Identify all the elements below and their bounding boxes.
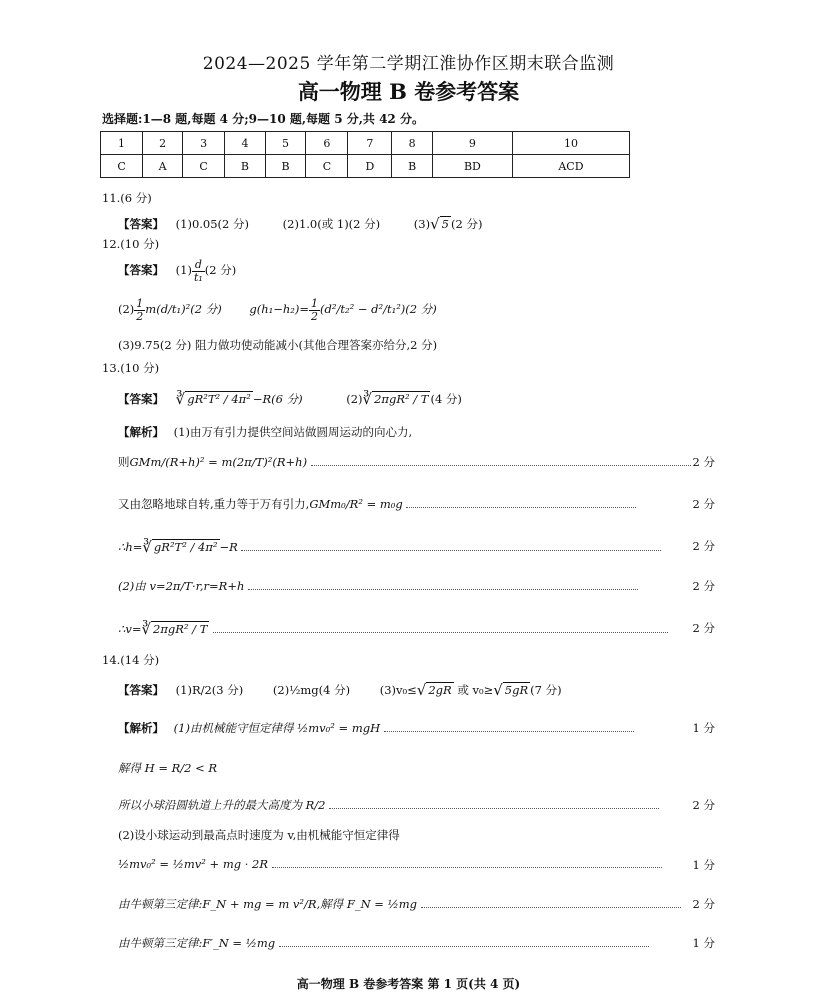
- step-text: 所以小球沿圆轨道上升的最大高度为 R/2: [118, 798, 326, 812]
- q14-a3-radicand-2: 5gR: [504, 683, 529, 697]
- denominator: 2: [136, 309, 144, 323]
- table-cell: B: [392, 155, 433, 178]
- q14-answer: 【答案】 (1)R/2(3 分) (2)½mg(4 分) (3)v₀≤√ 2gR 或 v₀≥√ 5gR (7 分): [118, 681, 562, 699]
- q13-points-5: 2 分: [692, 621, 715, 635]
- choice-intro: 选择题:1—8 题,每题 4 分;9—10 题,每题 5 分,共 42 分。: [102, 112, 424, 126]
- q14-step7: [118, 935, 649, 951]
- q11-a1: (1)0.05(2 分): [175, 217, 249, 231]
- answer-tag: 【答案】: [118, 217, 164, 231]
- q11-a3-suffix: (2 分): [450, 217, 483, 231]
- q14-step5: [118, 857, 662, 871]
- q13-a2-suffix: (4 分): [430, 392, 462, 406]
- numerator: d: [194, 258, 202, 271]
- q13-points-2: 2 分: [692, 497, 715, 511]
- q13-a2-prefix: (2): [346, 392, 363, 406]
- q13-step6: ∴v=∛ 2πgR² / T: [118, 620, 668, 638]
- page-footer: 高一物理 B 卷参考答案 第 1 页(共 4 页): [296, 977, 521, 991]
- q14-a3-mid: 或 v₀≥: [453, 683, 494, 697]
- q12-a3: (3)9.75(2 分) 阻力做功使动能减小(其他合理答案亦给分,2 分): [118, 338, 438, 352]
- q14-points-4: 2 分: [692, 897, 715, 911]
- q12-a2-eq-rhs: (d²/t₂² − d²/t₁²)(2 分): [320, 302, 437, 317]
- table-cell: 7: [348, 132, 392, 155]
- q13-step5: [118, 578, 638, 594]
- table-cell: 4: [225, 132, 266, 155]
- q11-a3-radicand: 5: [441, 217, 449, 231]
- answer-tag: 【答案】: [118, 392, 164, 406]
- table-cell: C: [306, 155, 348, 178]
- q13-step2: [118, 454, 691, 470]
- q14-heading: 14.(14 分): [102, 653, 160, 667]
- table-cell: 9: [432, 132, 512, 155]
- q12-a1-suffix: (2 分): [204, 263, 237, 278]
- numerator: 1: [136, 297, 144, 310]
- q11-answer: 【答案】 (1)0.05(2 分) (2)1.0(或 1)(2 分) (3)√ 5 (2 分): [118, 215, 483, 233]
- table-cell: 5: [265, 132, 306, 155]
- q13-a2-radicand: 2πgR² / T: [374, 392, 429, 406]
- table-cell: 2: [143, 132, 183, 155]
- step-formula: ½mv₀² = ½mv² + mg · 2R: [118, 857, 269, 871]
- table-cell: 3: [183, 132, 225, 155]
- table-cell: C: [101, 155, 143, 178]
- q14-a3-radicand-1: 2gR: [428, 683, 452, 697]
- q13-heading: 13.(10 分): [102, 361, 160, 375]
- table-cell: 1: [101, 132, 143, 155]
- q14-points-1: 1 分: [692, 721, 715, 735]
- step-prefix: ∴v=: [118, 622, 142, 636]
- analysis-tag: 【解析】: [118, 425, 164, 439]
- q14-step4: (2)设小球运动到最高点时速度为 v,由机械能守恒定律得: [118, 828, 400, 842]
- table-cell: B: [225, 155, 266, 178]
- table-cell: 10: [512, 132, 629, 155]
- q14-step1: (1)由机械能守恒定律得 ½mv₀² = mgH: [173, 721, 381, 735]
- table-cell: D: [348, 155, 392, 178]
- step-suffix: −R: [219, 540, 238, 554]
- q13-points-1: 2 分: [692, 455, 715, 469]
- q11-a2: (2)1.0(或 1)(2 分): [282, 217, 381, 231]
- q12-a2-expr: m(d/t₁)²(2 分): [145, 302, 222, 317]
- q13-step1: (1)由万有引力提供空间站做圆周运动的向心力,: [173, 425, 413, 439]
- step-formula: GMm₀/R² = m₀g: [309, 497, 403, 511]
- q12-a2-prefix: (2): [118, 302, 135, 317]
- q13-points-3: 2 分: [692, 539, 715, 553]
- table-cell: BD: [432, 155, 512, 178]
- step-prefix: 又由忽略地球自转,重力等于万有引力,: [118, 497, 310, 511]
- numerator: 1: [311, 297, 318, 310]
- q12-answer-2: [118, 298, 437, 322]
- analysis-tag: 【解析】: [118, 721, 164, 735]
- step-formula: 由牛顿第三定律:F_N + mg = m v²/R,解得 F_N = ½mg: [118, 897, 417, 911]
- answer-tag: 【答案】: [118, 263, 164, 278]
- q13-step4: ∴h=∛ gR²T² / 4π² −R: [118, 538, 661, 556]
- half-fraction: [309, 298, 320, 322]
- q14-step6: [118, 896, 681, 912]
- q13-analysis: [118, 424, 412, 440]
- table-row-numbers: [101, 132, 630, 155]
- step-prefix: 则: [118, 455, 130, 469]
- q14-points-5: 1 分: [692, 936, 715, 950]
- q14-step3: [118, 797, 659, 813]
- half-fraction: [134, 298, 145, 322]
- q14-a3-prefix: (3)v₀≤: [379, 683, 417, 697]
- choice-answer-table: [100, 131, 630, 178]
- q14-a3-suffix: (7 分): [530, 683, 562, 697]
- q13-a1-radicand: gR²T² / 4π²: [187, 392, 251, 406]
- table-cell: ACD: [512, 155, 629, 178]
- step-formula: GMm/(R+h)² = m(2π/T)²(R+h): [129, 455, 308, 469]
- step-formula: (2)由 v=2π/T·r,r=R+h: [118, 579, 245, 593]
- q12-heading: 12.(10 分): [102, 237, 160, 251]
- step-radicand: 2πgR² / T: [153, 622, 208, 636]
- q14-points-2: 2 分: [692, 798, 715, 812]
- q14-a2: (2)½mg(4 分): [272, 683, 351, 697]
- step-formula: 由牛顿第三定律:F′_N = ½mg: [118, 936, 276, 950]
- denominator: 2: [311, 309, 318, 323]
- table-cell: 6: [306, 132, 348, 155]
- exam-title: 2024—2025 学年第二学期江淮协作区期末联合监测: [202, 54, 615, 74]
- table-cell: B: [265, 155, 306, 178]
- page-title: 高一物理 B 卷参考答案: [297, 79, 520, 104]
- table-row-answers: [101, 155, 630, 178]
- denominator: t₁: [193, 270, 203, 284]
- table-cell: 8: [392, 132, 433, 155]
- step-radicand: gR²T² / 4π²: [153, 540, 218, 554]
- table-cell: C: [183, 155, 225, 178]
- q14-a1: (1)R/2(3 分): [175, 683, 244, 697]
- q14-step2: 解得 H = R/2 < R: [118, 761, 218, 775]
- q12-a1-fraction: [192, 259, 205, 283]
- q13-a1-suffix: −R(6 分): [252, 392, 303, 406]
- q14-analysis: [118, 720, 634, 736]
- q12-answer: [118, 259, 236, 283]
- q13-step3: [118, 496, 636, 512]
- q12-a2-eq: g(h₁−h₂)=: [249, 302, 309, 317]
- q12-a1-prefix: (1): [175, 263, 192, 278]
- q11-heading: 11.(6 分): [102, 191, 152, 205]
- q11-a3-prefix: (3): [413, 217, 431, 231]
- q13-answer: 【答案】 ∛ gR²T² / 4π² −R(6 分) (2)∛ 2πgR² / T (4 分): [118, 390, 462, 408]
- q13-points-4: 2 分: [692, 579, 715, 593]
- step-prefix: ∴h=: [118, 540, 143, 554]
- q14-points-3: 1 分: [692, 858, 715, 872]
- table-cell: A: [143, 155, 183, 178]
- answer-tag: 【答案】: [118, 683, 164, 697]
